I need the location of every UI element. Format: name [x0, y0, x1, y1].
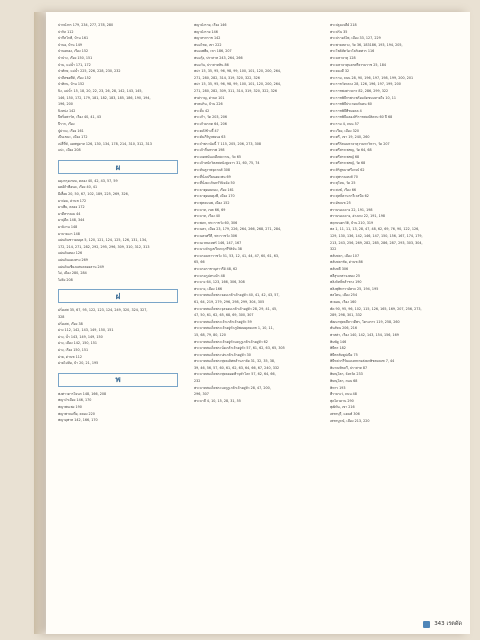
section-entries	[58, 178, 180, 284]
section-letter: ผ	[115, 161, 121, 172]
index-entry: ปิงหน่ง 142	[58, 108, 76, 113]
section-letter-box	[58, 289, 178, 303]
index-entry: ผามิงาน 148	[58, 225, 78, 230]
index-entry: พลิงจิทธิ์หล้าชาง 190	[330, 280, 362, 285]
index-entry: ป่าบอ, บ้าน 149	[58, 42, 82, 47]
index-entry: พระยั้บ 42	[194, 108, 210, 113]
index-entry: พระสุพรรณหงส์ 70	[330, 174, 358, 179]
index-entry: พม่า 15, 35, 95, 96, 98, 99, 100, 101, 120, 200, 264,	[194, 69, 282, 74]
index-entry: 39, 46, 56, 57, 60, 61, 62, 63, 64, 66, 67, 240, 332	[194, 365, 280, 370]
index-entry: พลีสุรเกศาจงทอง 25	[330, 273, 361, 278]
index-entry: ไผ่, เมือง 280, 284	[58, 271, 87, 276]
index-entry: เปีนเขมะ, เมือง 172	[58, 135, 88, 140]
index-entry: พรานรองเจาง 22, 191, 198	[330, 207, 373, 212]
index-column-1	[58, 22, 180, 598]
section-letter: ฝ	[115, 291, 121, 302]
index-entry: พระเจ้ากี่นหรรพ 198	[194, 148, 225, 153]
index-entry: เปลี่ที่ห์, แดพพูดาห 126, 130, 134, 178, 214, 310, 312, 313	[58, 141, 152, 146]
index-entry: พิมาณพิขลวี, ปราสาท 87	[330, 365, 368, 370]
index-entry: พระศรีสรรเพชญ์ 68	[330, 154, 360, 159]
index-entry: 129, 130, 136, 142, 146, 147, 150, 156, 167, 174, 179,	[330, 234, 423, 238]
index-entry: พระบาทสมเด็จพระจอมเกล้าเจ้าอยู่หัว 40, 41, 42, 43, 57,	[194, 293, 280, 298]
index-entry: ฝาง 112, 142, 143, 149, 150, 151	[58, 328, 114, 333]
index-entry: พระสุทธิ์คานากวีเวสนีจ 62	[330, 194, 369, 199]
index-entry: พระพลก, พระราชวัง 60, 306	[194, 220, 238, 225]
index-entry: พนมไชย, เขา 222	[194, 42, 222, 47]
index-entry: 296, 307	[194, 392, 209, 397]
index-entry: พิษีตร 182	[330, 346, 346, 351]
index-entry: พญามังราย 146	[194, 29, 218, 34]
index-entry: พระยมงดี 32	[330, 69, 350, 74]
index-entry: พระราชพงศาวดาร 82, 286, 299, 322	[330, 88, 389, 93]
index-entry: 322	[330, 247, 337, 252]
index-entry: พระที่นั่งยะเกินทร์วินิจฉัย 50	[194, 181, 235, 186]
index-entry: พงศาวดารโยนก 148, 166, 208	[58, 391, 107, 396]
index-entry: พระราชพิธีฉลองสิริราชสมบัติครบ 60 ปี 68	[330, 115, 393, 120]
index-column-3	[330, 22, 452, 598]
index-entry: พระบาท, เรือง 40	[194, 214, 221, 219]
index-entry: พระราม 4, ถนน 57	[330, 121, 359, 126]
index-entry: ปิง, แม่น้ำ 15, 18, 20, 22, 23, 26, 28, 142, 143, 145,	[58, 88, 143, 93]
index-entry: พระศรีสรรเพชญ์, วัด 68	[330, 161, 366, 166]
index-entry: 271, 280, 282, 309, 311, 314, 319, 320, 322, 326	[194, 88, 277, 93]
index-entry: ปีพร็อพาร์ท, เรือง 40, 41, 43	[58, 115, 101, 120]
index-entry: ฝาง, น้ำ 143, 149, 149, 150	[58, 334, 103, 339]
index-entry: พระศรีรัตนมหาธาตุวรมหาวิหาร, วัด 207	[330, 141, 390, 146]
index-entry: พญามังราย, เรือง 146	[194, 23, 227, 27]
column-2-entries	[194, 22, 316, 404]
index-entry: ปากมังกร 179, 234, 277, 278, 280	[58, 23, 114, 27]
index-entry: พรานรองเจาง, อ่างเกง 22, 191, 198	[330, 214, 385, 219]
index-entry: พะยอม, เรือง 160	[330, 299, 357, 304]
index-entry: พระปรัน 35	[330, 29, 348, 34]
index-entry: พญาอุพาท 142, 166, 170	[58, 418, 98, 423]
index-entry: พลับพลาชัย, ด่านช 86	[330, 260, 363, 265]
index-entry: พระพุทธมนพ, เมือง 152	[194, 201, 230, 206]
index-entry: ผาดีทรรณม 44	[58, 211, 81, 216]
index-entry: พญาพนเพง 190	[58, 404, 82, 409]
index-entry: ผาบายเงา 148	[58, 231, 80, 236]
index-entry: พรหมกิน, บ้าน 226	[194, 102, 223, 107]
index-entry: พระศรี, เขา 19, 240, 260	[330, 135, 370, 140]
index-entry: พระราชวังหลวง 28, 126, 196, 197, 199, 200	[330, 82, 401, 87]
index-entry: พระคัมภีร์บูรพยนง 63	[194, 135, 226, 140]
index-entry: พนมเพพีย, เขา 186, 207	[194, 49, 232, 54]
index-entry: พระราชพิธีประกอบกับคน 60	[330, 102, 372, 107]
index-entry: พระบาทสมเด็จพระมงกุฎเกล้าเจ้าอยู่หัว 28, 47, 200,	[194, 385, 271, 390]
index-entry: พระเก้วมรกต 64, 206	[194, 121, 227, 126]
index-entry: พระนคร, เมือง 23, 179, 226, 264, 266, 268, 271, 284,	[194, 227, 282, 232]
index-entry: พระสงฆ์, เรือง 66	[330, 187, 356, 192]
index-entry: 328	[58, 314, 65, 319]
column-3-entries	[330, 22, 452, 424]
index-entry: พระปรางค์ไพ, เมือง 33, 127, 229	[330, 36, 381, 41]
index-entry: 146, 150, 172, 179, 181, 182, 183, 185, 186, 190, 194,	[58, 95, 151, 100]
section-entries	[58, 391, 180, 424]
index-entry: พิษณุโลก, ถนน 68	[330, 379, 358, 384]
index-entry: พระเวียง, เมือง 320	[330, 128, 359, 133]
index-entry: พระศรีสรรเพชญ, วัด 64, 68	[330, 148, 372, 153]
index-entry: พลับพลี 306	[330, 266, 349, 271]
index-entry: 232	[194, 379, 201, 384]
section-pho-phan	[58, 373, 180, 424]
column-1-entries	[58, 22, 180, 154]
index-entry: พระมหาธาตุนครศรีธรรมราช 25, 184	[330, 62, 387, 67]
index-entry: พฤกษนครวัติ, บ้าน 210, 319	[330, 220, 374, 225]
index-entry: 213, 243, 256, 269, 282, 285, 286, 287, 293, 303, 304,	[330, 240, 423, 245]
index-entry: พระธาตุดอยกอง, เรือง 161	[194, 187, 234, 192]
index-entry: ปู่ย่าจง, เรือง 161	[58, 128, 84, 133]
section-pho-phung	[58, 160, 180, 284]
index-entry: แผ่นดินชาวผนยุค 5, 120, 121, 124, 125, 126, 131, 134,	[58, 238, 148, 243]
index-entry: พระบาทสมเด็จพระนั่งเกล้าเจ้าอยู่หัว 57, 61, 62, 63, 65, 305	[194, 346, 285, 351]
index-entry: พระมหาธาตุ 128	[330, 55, 356, 60]
index-entry: พญาหรกราช 142	[194, 36, 221, 41]
index-entry: พิษณุโลก, จังหวัด 233	[330, 372, 363, 377]
index-entry: ปีราก, เรือง	[58, 121, 75, 126]
index-entry: แผ่นดินแดงทรง 269	[58, 258, 88, 262]
index-entry: พิมพ์ดู 146	[330, 339, 347, 344]
index-entry: พระที่นั่งเปรียนอยะพน 69	[194, 174, 231, 179]
index-entry: ผีเสื้อย 20, 50, 67, 102, 189, 225, 269, 326,	[58, 192, 129, 197]
index-entry: พระบรมรูปทรงม้า 48	[194, 273, 225, 278]
index-entry: พระบาลี 4, 10, 15, 28, 31, 55	[194, 398, 241, 403]
index-entry: พระราชพิธีกรพระพร้อมจัดขนบหายใจ 10, 11	[330, 95, 396, 100]
page-label: เรตดัด	[446, 621, 462, 627]
index-entry: 47, 50, 61, 62, 65, 68, 69, 300, 307	[194, 313, 254, 318]
index-entry: ผามุ่ดีด 148, 344	[58, 218, 85, 223]
index-entry: พัฒนาพุทธลีลาวดีพร, โครงการ 119, 258, 260	[330, 319, 400, 324]
index-entry: พระราม, ถนน 28, 90, 196, 197, 198, 199, 200, 201	[330, 75, 414, 80]
index-entry: พระบาทสมเด็จพระพุทธเลิศหล้านภาลัย 31, 32, 35, 38,	[194, 359, 276, 364]
index-entry: พระทันตูราพจุดาดส์ 308	[194, 168, 231, 173]
index-entry: ป่าศิกน, บ้าน 152	[58, 82, 85, 87]
index-entry: พลิงพุพิทาราอัตรจ 25, 194, 195	[330, 286, 379, 291]
index-entry: 172, 214, 271, 282, 292, 295, 296, 309, 310, 312, 313	[58, 244, 150, 249]
section-fo-fa	[58, 289, 180, 366]
index-entry: พญาพาณเที่ย, คลอง 220	[58, 411, 95, 416]
index-entry: พัด 90, 95, 96, 102, 115, 126, 165, 169, 207, 256, 273,	[330, 306, 422, 311]
index-entry: ฝาย, ด่านช 112	[58, 354, 82, 359]
section-entries	[58, 307, 180, 366]
index-entry: พล 1, 11, 11, 13, 28, 47, 48, 62, 69, 76, 90, 122, 126,	[330, 227, 420, 232]
index-entry: ฝาง, เรือง 150, 151	[58, 347, 89, 352]
index-entry: แผ่นดินทอง 126	[58, 251, 83, 256]
index-entry: พนมวัน, ปราสาทหิน 86	[194, 62, 229, 67]
index-entry: 289, 298, 301, 332	[330, 313, 362, 318]
index-entry: พระสุโหม, วัด 25	[330, 181, 356, 186]
index-entry: พระบาทสมเด็จพระพุทธยอดฟ้าจุฬาโลก 57, 62, 64, 66,	[194, 372, 276, 377]
index-entry: พระเจ้าหนักวิตลพหนังสูงจาร 31, 60, 75, 74	[194, 161, 260, 166]
index-entry: 271, 280, 282, 314, 319, 320, 322, 326	[194, 75, 260, 80]
index-column-2	[194, 22, 316, 598]
index-entry: เพชรบุรี, แคมพ์ 306	[330, 412, 360, 417]
index-entry: พันสัทน 206, 216	[330, 326, 357, 331]
page-number-value: 343	[434, 621, 445, 627]
index-entry: พระบรมมหาราชวัง 51, 53, 12, 41, 44, 47, 60, 61, 63,	[194, 253, 280, 258]
index-entry: ฝาง, เมือง 142, 150, 151	[58, 341, 98, 346]
index-entry: พระพายหลวง, วัด 36, 183186, 193, 194, 205,	[330, 42, 403, 47]
index-entry: 196, 200	[58, 102, 73, 107]
index-entry: พระบาทสมเด็จพระเจ้าอยู่หัวภูมิพลอดุลยเดช 1, 10, 11,	[194, 326, 274, 331]
index-entry: ป่าป่าง, เรือง 150, 151	[58, 55, 93, 60]
index-entry: พิษีหล่วกรีรัยแดงทหายส่งยกพิชตมณฑ 7, 44	[330, 359, 395, 364]
page-tab-marker	[423, 621, 430, 628]
index-entry: แผ่นดินเชียงแสนคลองลาน 249	[58, 264, 104, 269]
index-entry: พนมรุ้ง, ปราสาท 243, 264, 266	[194, 55, 243, 60]
index-entry: ปากิล 112	[58, 29, 74, 34]
index-entry: พระบาทสมเด็จพระเจ้าเกล้าเจ้าอยู่หัว 59	[194, 319, 252, 324]
index-entry: พรด่ราญ, ด่าบล 101	[194, 95, 225, 100]
index-entry: ฝรั่งเศส, เรือง 38	[58, 321, 83, 326]
index-entry: พระสิริสูขมาศรีเกจบ์ 62	[330, 168, 365, 173]
index-entry: ป่าศักษ, แม่น้ำ 225, 226, 228, 230, 232	[58, 69, 121, 74]
index-entry: ผาเพีย, คลอง 172	[58, 205, 85, 210]
index-entry: พระธาตุดอยตุงพี, เมือง 170	[194, 194, 235, 199]
index-entry: ป่าบอทอง, เรือง 152	[58, 49, 89, 54]
index-entry: แปะ, เมือง 208	[58, 148, 81, 153]
section-letter: พ	[115, 374, 121, 385]
index-entry: 65, 66	[194, 260, 205, 265]
index-entry: พระจำพรวนัมนี้ 7 115, 205, 206, 273, 308	[194, 141, 261, 146]
index-entry: พระบาง 64, 123, 166, 306, 308	[194, 280, 245, 285]
index-entry: พุดไลวดาน 290	[330, 398, 354, 403]
index-entry: พุฒิทัน, เขา 216	[330, 405, 355, 410]
section-letter-box	[58, 160, 178, 174]
index-entry: พระราชพิธีพืชมงคล 4	[330, 108, 362, 113]
index-entry: พาสต่า, เรือง 140, 142, 143, 154, 156, 169	[330, 332, 399, 337]
index-entry: พระปฐมเจดีย์ 218	[330, 23, 357, 27]
index-entry: พระเจดพนันเจดีเพดวาณ, วัด 65	[194, 154, 241, 159]
index-entry: พระเก้า, วัด 203, 206	[194, 115, 227, 120]
page-footer	[423, 620, 462, 628]
index-entry: พญางำเมือง 146, 170	[58, 398, 92, 403]
index-entry: เพชรบูรณ์, เมือง 213, 220	[330, 418, 370, 423]
index-entry: พม่า 15, 35, 95, 96, 98, 99, 100, 101, 120, 200, 264,	[194, 82, 282, 87]
index-entry: พระนางจำดูเขวีภเทวุภรีริติจัน 38	[194, 247, 242, 252]
index-entry: ฝายไม่ห้อ, บ้า 20, 21, 195	[58, 361, 99, 366]
index-entry: พระบาทสมเด็จพระจุลจอมเกล้าเจ้าอยู่หัว 28, 29, 41, 45,	[194, 306, 278, 311]
index-entry: ฝรั่งเศส 35, 67, 95, 122, 123, 124, 249, 320, 324, 327,	[58, 308, 148, 313]
index-entry: ปากีสโกฟ้, บ้าน 161	[58, 36, 89, 41]
index-entry: พระคลัง์ข้างจี้ 47	[194, 128, 219, 133]
index-entry: พระบาทสมเด็จพระปกเกล้าเจ้าอยู่หัว 30	[194, 352, 251, 357]
index-entry: ผตอ้ถ้าพีอนด, เรือง 40, 41	[58, 185, 98, 190]
index-entry: พระบรมราชานุสาวรีย์ 48, 62	[194, 266, 238, 271]
index-entry: ปาลีสซอพีท์, เรือง 152	[58, 75, 91, 80]
index-entry: พระนเวทมเหศร์ 146, 147, 167	[194, 240, 242, 245]
index-entry: พิษีตรลัษคูปเนีย 75	[330, 352, 358, 357]
index-entry: พระโพธิสัตว์อวโลกิเตศวร 116	[330, 49, 375, 54]
index-entry: ไผ่ลิง 208	[58, 277, 73, 282]
index-entry: พลโตน, เมือง 254	[330, 293, 358, 298]
page-number	[434, 620, 462, 628]
index-entry: 15, 68, 79, 80, 120	[194, 332, 226, 337]
index-entry: พระอัขณช 25	[330, 201, 351, 206]
index-entry: ผดุงกรุงเกษม, คลอง 40, 42, 43, 57, 59	[58, 178, 118, 183]
index-entry: 61, 64, 219, 279, 296, 298, 299, 304, 305	[194, 299, 265, 304]
index-entry: พลับพลา, เมือง 107	[330, 253, 360, 258]
index-entry: ป่าม, แม่น้ำ 171, 172	[58, 62, 91, 67]
index-entry: พีรามรเว่, ถนน 48	[330, 392, 357, 397]
index-entry: พระบาทสมเด็จพระเจ้าอยู่หัวมงกุฎเกล้าเจ้าอยู่หัว 62	[194, 339, 268, 344]
index-entry: พระบาท, เขต 66, 69	[194, 207, 226, 212]
index-entry: พิหาร 193	[330, 385, 346, 390]
index-entry: พระบาง, เมือง 166	[194, 286, 222, 291]
section-letter-box	[58, 373, 178, 387]
index-entry: ผาจ่อม, ด่านช 172	[58, 198, 87, 203]
index-entry: พระนครศรีที, พระราชวัง 306	[194, 234, 238, 238]
